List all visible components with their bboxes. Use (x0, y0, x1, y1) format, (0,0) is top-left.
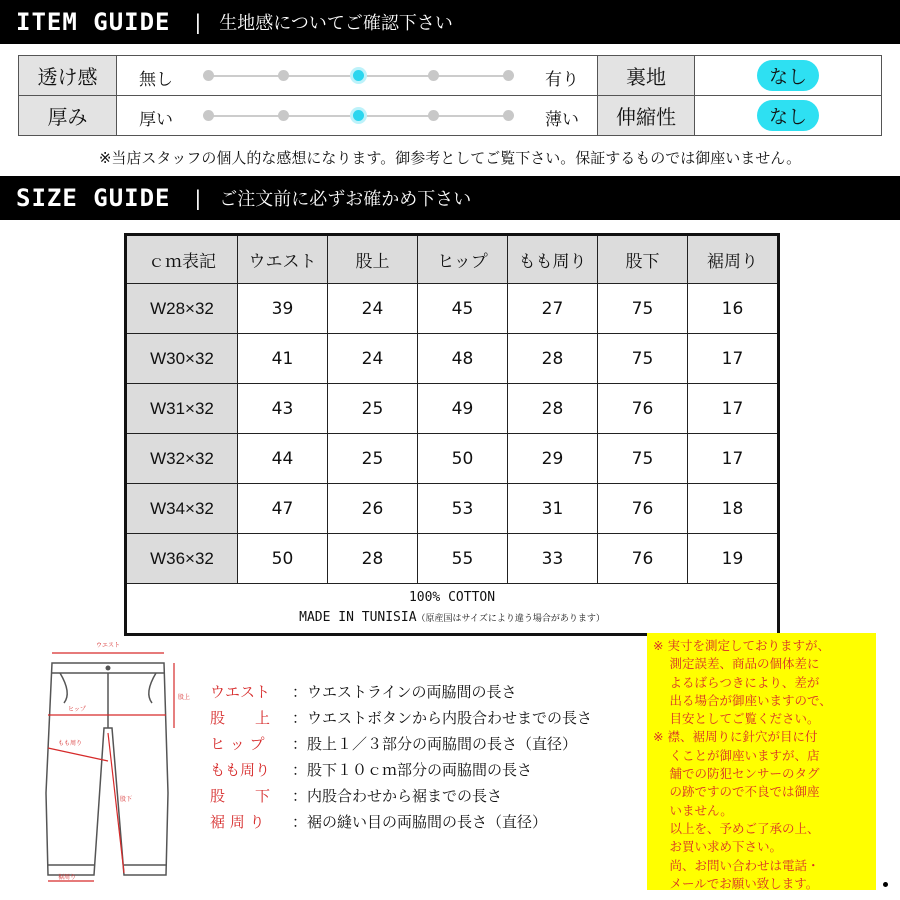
scale-dot-selected (353, 70, 364, 81)
scale-right-label: 有り (545, 70, 579, 90)
fabric-label: 伸縮性 (598, 96, 695, 136)
definition-desc: ：股上１／３部分の両脇間の長さ（直径） (292, 735, 578, 753)
definition-desc: ：股下１０ｃｍ部分の両脇間の長さ (292, 761, 533, 779)
table-cell: 27 (508, 284, 598, 334)
size-guide-title: SIZE GUIDE (16, 184, 171, 212)
definition-item (210, 679, 592, 705)
diagram-label-waist: ウエスト (96, 642, 121, 649)
table-row (126, 484, 779, 534)
table-cell: 17 (688, 334, 779, 384)
definition-term: 股 上 (210, 709, 271, 727)
table-cell: 39 (238, 284, 328, 334)
size-label: W28×32 (126, 284, 238, 334)
scale-left-label: 無し (139, 70, 173, 90)
definition-item (210, 731, 592, 757)
table-cell: 75 (598, 334, 688, 384)
definition-desc: ：ウエストラインの両脇間の長さ (292, 683, 517, 701)
table-cell: 29 (508, 434, 598, 484)
header-separator: | (194, 10, 202, 34)
pocket-line (60, 673, 67, 703)
definition-item (210, 783, 592, 809)
scale-dot (503, 110, 514, 121)
inseam-arrow (108, 733, 124, 873)
scale-dot (203, 110, 214, 121)
pants-outline (46, 663, 168, 875)
fabric-scale (117, 56, 598, 96)
table-cell: 53 (418, 484, 508, 534)
table-row (126, 434, 779, 484)
fabric-label: 裏地 (598, 56, 695, 96)
fabric-row (19, 96, 882, 136)
pocket-line (149, 673, 156, 703)
notice-line: メールでお願い致します。 (653, 875, 819, 891)
size-table (124, 233, 780, 636)
notice-line: いません。 (653, 802, 733, 818)
table-cell: 44 (238, 434, 328, 484)
diagram-label-inseam: 股下 (120, 796, 133, 803)
header-cell: 裾周り (688, 235, 779, 284)
button-icon (106, 666, 111, 671)
table-cell: 75 (598, 434, 688, 484)
notice-box (647, 633, 876, 890)
notice-line: 以上を、予めご了承の上、 (653, 820, 820, 836)
table-cell: 45 (418, 284, 508, 334)
definition-term: ウエスト (210, 683, 271, 701)
table-cell: 18 (688, 484, 779, 534)
fabric-label: 厚み (19, 96, 117, 136)
header-cell: ウエスト (238, 235, 328, 284)
table-row (126, 334, 779, 384)
table-cell: 49 (418, 384, 508, 434)
header-cell: 股下 (598, 235, 688, 284)
table-cell: 28 (508, 334, 598, 384)
table-cell: 17 (688, 384, 779, 434)
origin-note: （原産国はサイズにより違う場合があります） (416, 614, 605, 624)
definition-desc: ：ウエストボタンから内股合わせまでの長さ (292, 709, 593, 727)
scale-dot (278, 110, 289, 121)
table-cell: 16 (688, 284, 779, 334)
diagram-label-rise: 股上 (178, 694, 191, 701)
fabric-value-cell (695, 56, 882, 96)
notice-line: くことが御座いますが、店 (653, 747, 820, 763)
table-cell: 28 (328, 534, 418, 584)
notice-line: よるばらつきにより、差が (653, 674, 820, 690)
fabric-value-badge: なし (757, 100, 819, 131)
table-cell: 19 (688, 534, 779, 584)
size-label: W30×32 (126, 334, 238, 384)
scale-dot (203, 70, 214, 81)
definition-term: 裾 周 り (210, 813, 265, 831)
notice-line: の跡ですので不良では御座 (653, 784, 820, 800)
definition-term: ヒ ッ プ (210, 735, 265, 753)
table-cell: 47 (238, 484, 328, 534)
definition-term: もも周り (210, 761, 271, 779)
table-cell: 41 (238, 334, 328, 384)
table-cell: 26 (328, 484, 418, 534)
definition-item (210, 705, 592, 731)
header-separator: | (194, 186, 202, 210)
notice-line: 舗での防犯センサーのタグ (653, 766, 820, 782)
material-text: 100% COTTON (408, 590, 496, 605)
table-cell: 50 (238, 534, 328, 584)
measurement-definitions (210, 679, 592, 835)
fabric-scale (117, 96, 598, 136)
notice-line: 測定誤差、商品の個体差に (653, 656, 820, 672)
table-cell: 24 (328, 284, 418, 334)
table-cell: 48 (418, 334, 508, 384)
definition-item (210, 757, 592, 783)
size-label: W31×32 (126, 384, 238, 434)
origin-line (128, 608, 776, 629)
scale-right-label: 薄い (545, 110, 579, 130)
table-cell: 76 (598, 484, 688, 534)
table-cell: 76 (598, 384, 688, 434)
definition-term: 股 下 (210, 787, 271, 805)
fabric-guide-table (18, 55, 882, 136)
table-cell: 25 (328, 384, 418, 434)
scale-dot (428, 110, 439, 121)
definition-desc: ：内股合わせから裾までの長さ (292, 787, 503, 805)
table-row (126, 534, 779, 584)
fabric-value-cell (695, 96, 882, 136)
header-cell: ヒップ (418, 235, 508, 284)
fabric-row (19, 56, 882, 96)
item-guide-title: ITEM GUIDE (16, 8, 171, 36)
thigh-arrow (48, 748, 108, 761)
table-cell: 24 (328, 334, 418, 384)
table-cell: 33 (508, 534, 598, 584)
diagram-label-thigh: もも周り (58, 740, 83, 747)
diagram-label-hip: ヒップ (68, 706, 86, 713)
header-cell: 股上 (328, 235, 418, 284)
material-origin-cell (126, 584, 779, 635)
size-table-header (126, 235, 779, 284)
item-guide-subtitle: 生地感についてご確認下さい (219, 13, 453, 34)
size-label: W34×32 (126, 484, 238, 534)
item-guide-header (0, 0, 900, 44)
scale-left-label: 厚い (139, 110, 173, 130)
scale-dot (503, 70, 514, 81)
fabric-value-badge: なし (757, 60, 819, 91)
header-cell: もも周り (508, 235, 598, 284)
size-label: W32×32 (126, 434, 238, 484)
table-cell: 28 (508, 384, 598, 434)
notice-line: お買い求め下さい。 (653, 839, 782, 855)
table-cell: 31 (508, 484, 598, 534)
staff-note: ※当店スタッフの個人的な感想になります。御参考としてご覧下さい。保証するものでは御座いません。 (98, 149, 802, 167)
table-cell: 75 (598, 284, 688, 334)
size-label: W36×32 (126, 534, 238, 584)
notice-line: ※ 実寸を測定しておりますが、 (653, 638, 830, 653)
definition-desc: ：裾の縫い目の両脇間の長さ（直径） (292, 813, 548, 831)
table-footer (126, 584, 779, 635)
notice-line: 尚、お問い合わせは電話・ (653, 857, 820, 873)
fabric-label: 透け感 (19, 56, 117, 96)
origin-text: MADE IN TUNISIA (299, 610, 417, 625)
pants-diagram (28, 633, 198, 888)
table-cell: 43 (238, 384, 328, 434)
table-row (126, 284, 779, 334)
table-cell: 76 (598, 534, 688, 584)
diagram-label-hem: 裾周り (58, 874, 77, 881)
table-row (126, 384, 779, 434)
scale-dot-selected (353, 110, 364, 121)
notice-line: 目安としてご覧ください。 (653, 711, 820, 727)
size-guide-header (0, 176, 900, 220)
definition-item (210, 809, 592, 835)
decorative-dot (883, 882, 888, 887)
size-guide-subtitle: ご注文前に必ずお確かめ下さい (219, 189, 472, 210)
table-cell: 55 (418, 534, 508, 584)
scale-dot (428, 70, 439, 81)
table-cell: 25 (328, 434, 418, 484)
table-cell: 17 (688, 434, 779, 484)
scale-dot (278, 70, 289, 81)
header-cell: ｃｍ表記 (126, 235, 238, 284)
notice-line: 出る場合が御座いますので、 (653, 692, 832, 708)
table-cell: 50 (418, 434, 508, 484)
notice-line: ※ 襟、裾周りに針穴が目に付 (653, 729, 818, 745)
